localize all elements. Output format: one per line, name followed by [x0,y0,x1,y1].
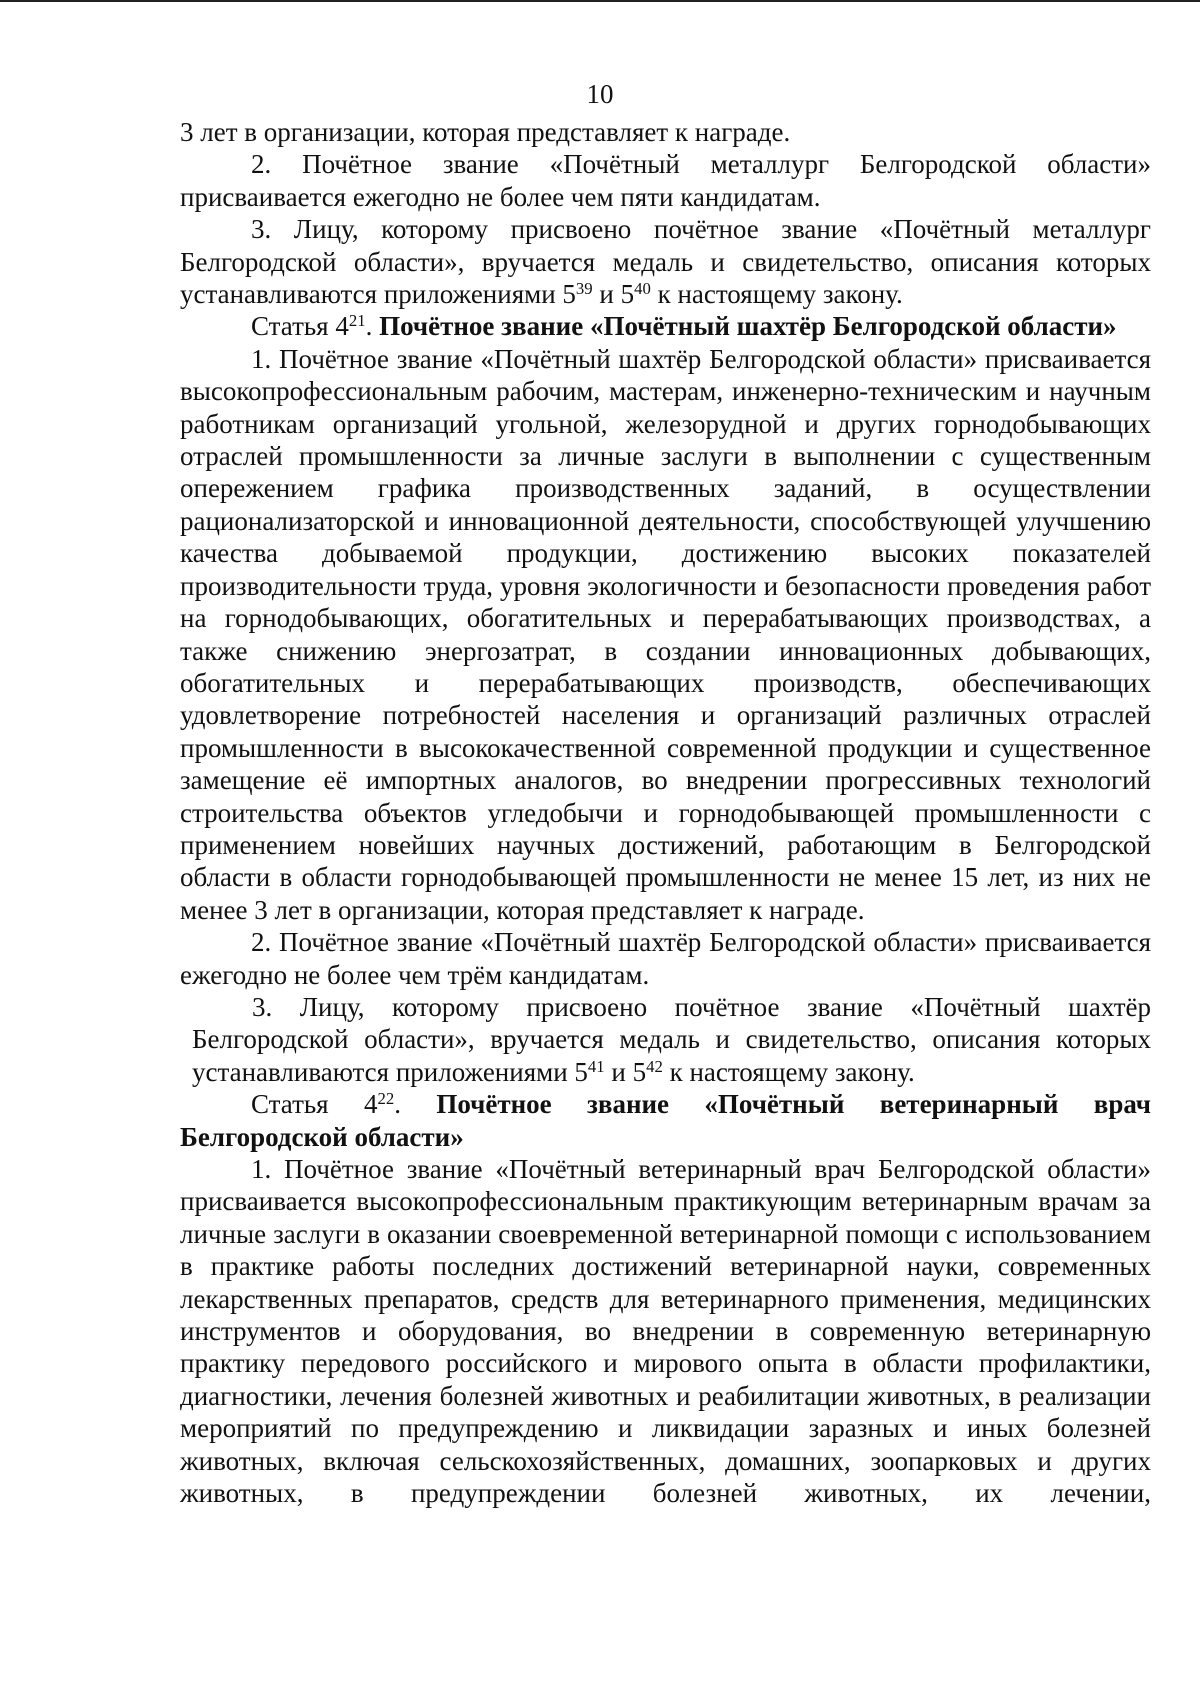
article-heading-shakhter [180,310,1151,342]
article-title: Почётное звание «Почётный шахтёр Белгородской области» [379,311,1117,342]
paragraph-shakhter-criteria: 1. Почётное звание «Почётный шахтёр Белгородской области» присваивается высокопрофессиональным рабочим, мастерам, инженерно-техническим и научным работникам организаций угольной, железорудной и других горнодобывающих отраслей промышленности за личные заслуги в выполнении с существенным опережением графика производственных заданий, в осуществлении рационализаторской и инновационной деятельности, способствующей улучшению качества добываемой продукции, достижению высоких показателей производительности труда, уровня экологичности и безопасности проведения работ на горнодобывающих, обогатительных и перерабатывающих производствах, а также снижению энергозатрат, в создании инновационных добывающих, обогатительных и перерабатывающих производств, обеспечивающих удовлетворение потребностей населения и организаций различных отраслей промышленности в высококачественной современной продукции и существенное замещение её импортных аналогов, во внедрении прогрессивных технологий строительства объектов угледобычи и горнодобывающей промышленности с применением новейших научных достижений, работающим в Белгородской области в области горнодобывающей промышленности не менее 15 лет, из них не менее 3 лет в организации, которая представляет к награде. [180,343,1151,925]
paragraph-text: и 5 [604,1056,647,1087]
paragraph-text: к настоящему закону. [650,279,903,310]
appendix-superscript: 39 [575,278,593,298]
paragraph-text: 3. Лицу, которому присвоено почётное звание «Почётный шахтёр Белгородской области», вручается медаль и свидетельство, описания которых устанавливаются приложениями 5 [192,991,1151,1087]
paragraph-veterinar-criteria: 1. Почётное звание «Почётный ветеринарный врач Белгородской области» присваивается высокопрофессиональным практикующим ветеринарным врачам за личные заслуги в оказании своевременной ветеринарной помощи с использованием в практике работы последних достижений ветеринарной науки, современных лекарственных препаратов, средств для ветеринарного применения, медицинских инструментов и оборудования, во внедрении в современную ветеринарную практику передового российского и мирового опыта в области профилактики, диагностики, лечения болезней животных и реабилитации животных, в реализации мероприятий по предупреждению и ликвидации заразных и иных болезней животных, включая сельскохозяйственных, домашних, зоопарковых и других животных, в предупреждении болезней животных, их лечении, [180,1154,1151,1509]
paragraph-metallurg-medal [180,213,1151,310]
document-body [180,116,1151,1509]
paragraph-text: 3. Лицу, которому присвоено почётное звание «Почётный металлург Белгородской области», вручается медаль и свидетельство, описания которых устанавливаются приложениями 5 [180,214,1151,310]
appendix-superscript: 42 [646,1056,663,1076]
article-superscript: 21 [348,311,366,331]
paragraph-shakhter-limit: 2. Почётное звание «Почётный шахтёр Белгородской области» присваивается ежегодно не более чем трём кандидатам. [180,927,1151,990]
paragraph-continuation: 3 лет в организации, которая представляет к награде. [180,117,791,147]
article-dot: . [394,1089,437,1120]
article-superscript: 22 [377,1088,395,1108]
paragraph-text: и 5 [592,279,635,310]
article-dot: . [365,311,380,342]
paragraph-shakhter-medal [180,991,1151,1088]
appendix-superscript: 40 [634,278,651,298]
page-number: 10 [586,79,614,109]
top-border-line [0,0,1200,2]
appendix-superscript: 41 [587,1056,605,1076]
article-heading-veterinar [180,1088,1151,1153]
paragraph-metallurg-limit: 2. Почётное звание «Почётный металлург Белгородской области» присваивается ежегодно не более чем пяти кандидатам. [180,149,1151,212]
article-label: Статья 4 [251,311,349,342]
paragraph-text: к настоящему закону. [662,1056,915,1087]
article-title: Почётное звание «Почётный ветеринарный врач Белгородской области» [180,1089,1151,1152]
article-label: Статья 4 [251,1089,378,1120]
